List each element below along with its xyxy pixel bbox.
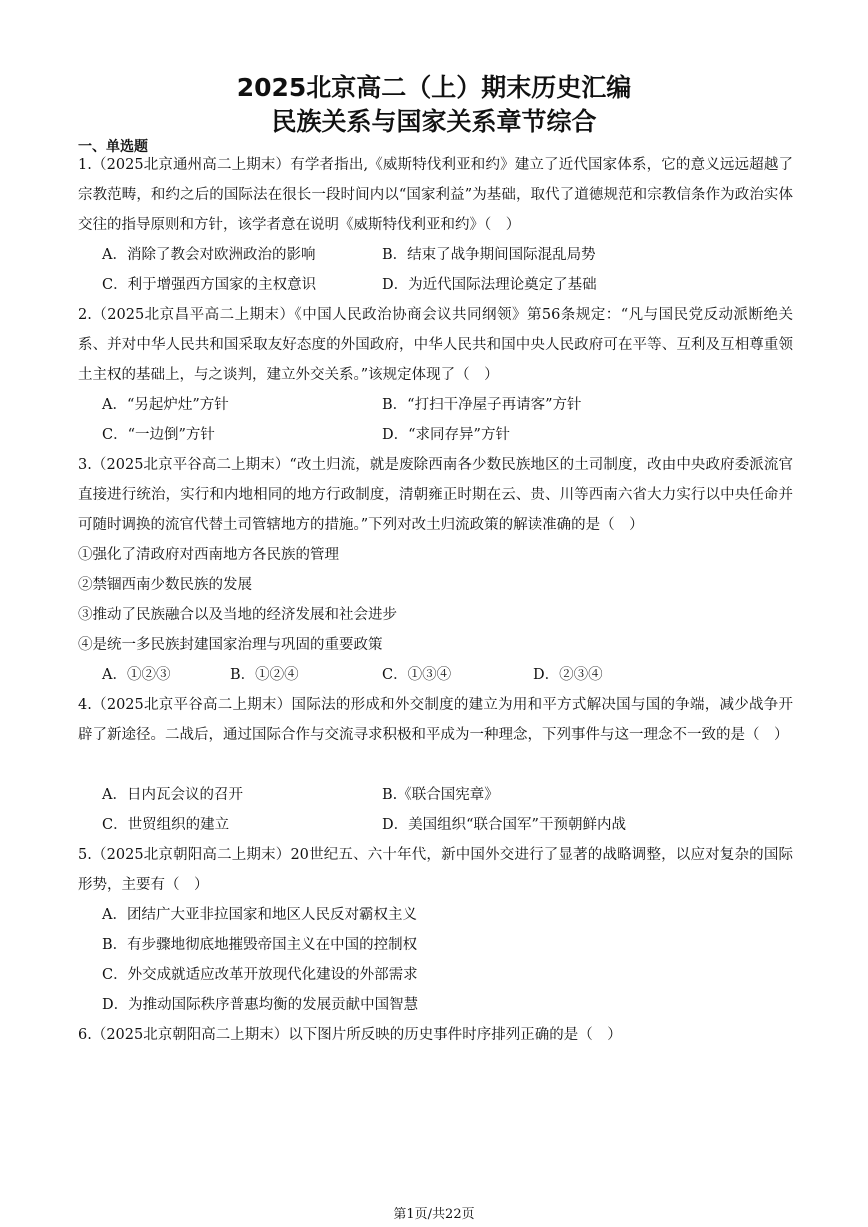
page-footer: 第1页/共22页 (393, 1207, 475, 1222)
question-2-option-b: B．“打扫干净屋子再请客”方针 (382, 397, 582, 413)
question-4-text: 4.（2025北京平谷高二上期末）国际法的形成和外交制度的建立为用和平方式解决国与国的争端，减少战争开辟了新途径。二战后，通过国际合作与交流寻求积极和平成为一种理念，下列事件与这一理念不一致的是（ ） (78, 697, 793, 743)
question-3-option-b: B．①②④ (230, 667, 299, 683)
question-5-option-b: B．有步骤地彻底地摧毁帝国主义在中国的控制权 (102, 937, 418, 953)
question-3-statement-3: ③推动了民族融合以及当地的经济发展和社会进步 (78, 607, 397, 623)
question-3-option-a: A．①②③ (102, 667, 171, 683)
question-2-option-c: C．“一边倒”方针 (102, 427, 215, 443)
question-1-option-c: C．利于增强西方国家的主权意识 (102, 277, 317, 293)
question-1-option-d: D．为近代国际法理论奠定了基础 (382, 277, 597, 293)
question-3-option-c: C．①③④ (382, 667, 452, 683)
document-subtitle: 民族关系与国家关系章节综合 (271, 107, 597, 136)
question-1-option-b: B．结束了战争期间国际混乱局势 (382, 247, 596, 263)
question-1-text: 1.（2025北京通州高二上期末）有学者指出,《威斯特伐利亚和约》建立了近代国家体系，它的意义远远超越了宗教范畴，和约之后的国际法在很长一段时间内以“国家利益”为基础，取代了道德规范和宗教信条作为政治实体交往的指导原则和方针，该学者意在说明《威斯特伐利亚和约》（ ） (78, 157, 793, 233)
question-4-option-a: A．日内瓦会议的召开 (102, 787, 243, 803)
question-5-option-a: A．团结广大亚非拉国家和地区人民反对霸权主义 (102, 907, 417, 923)
question-3-text: 3.（2025北京平谷高二上期末）“改土归流，就是废除西南各少数民族地区的土司制度，改由中央政府委派流官直接进行统治，实行和内地相同的地方行政制度，清朝雍正时期在云、贵、川等西南六省大力实行以中央任命并可随时调换的流官代替土司管辖地方的措施。”下列对改土归流政策的解读准确的是（ ） (78, 457, 793, 533)
question-6-text: 6.（2025北京朝阳高二上期末）以下图片所反映的历史事件时序排列正确的是（ ） (78, 1027, 622, 1043)
document-title: 2025北京高二（上）期末历史汇编 (236, 73, 632, 102)
question-5-option-c: C．外交成就适应改革开放现代化建设的外部需求 (102, 967, 418, 983)
question-4-option-d: D．美国组织“联合国军”干预朝鲜内战 (382, 817, 626, 833)
question-3-statement-1: ①强化了清政府对西南地方各民族的管理 (78, 547, 339, 563)
question-3-statement-4: ④是统一多民族封建国家治理与巩固的重要政策 (78, 637, 383, 653)
question-5-option-d: D．为推动国际秩序普惠均衡的发展贡献中国智慧 (102, 997, 419, 1013)
question-4-option-b: B.《联合国宪章》 (382, 787, 499, 803)
question-2-text: 2.（2025北京昌平高二上期末）《中国人民政治协商会议共同纲领》第56条规定：“凡与国民党反动派断绝关系、并对中华人民共和国采取友好态度的外国政府，中华人民共和国中央人民政府可在平等、互利及互相尊重领土主权的基础上，与之谈判，建立外交关系。”该规定体现了（ ） (78, 307, 793, 383)
question-1-option-a: A．消除了教会对欧洲政治的影响 (102, 247, 316, 263)
question-4-option-c: C．世贸组织的建立 (102, 817, 230, 833)
question-5-text: 5.（2025北京朝阳高二上期末）20世纪五、六十年代，新中国外交进行了显著的战略调整，以应对复杂的国际形势，主要有（ ） (78, 847, 793, 893)
question-3-option-d: D．②③④ (533, 667, 603, 683)
question-2-option-d: D．“求同存异”方针 (382, 427, 510, 443)
question-2-option-a: A．“另起炉灶”方针 (102, 397, 229, 413)
section-heading: 一、单选题 (78, 139, 148, 155)
question-3-statement-2: ②禁锢西南少数民族的发展 (78, 577, 252, 593)
